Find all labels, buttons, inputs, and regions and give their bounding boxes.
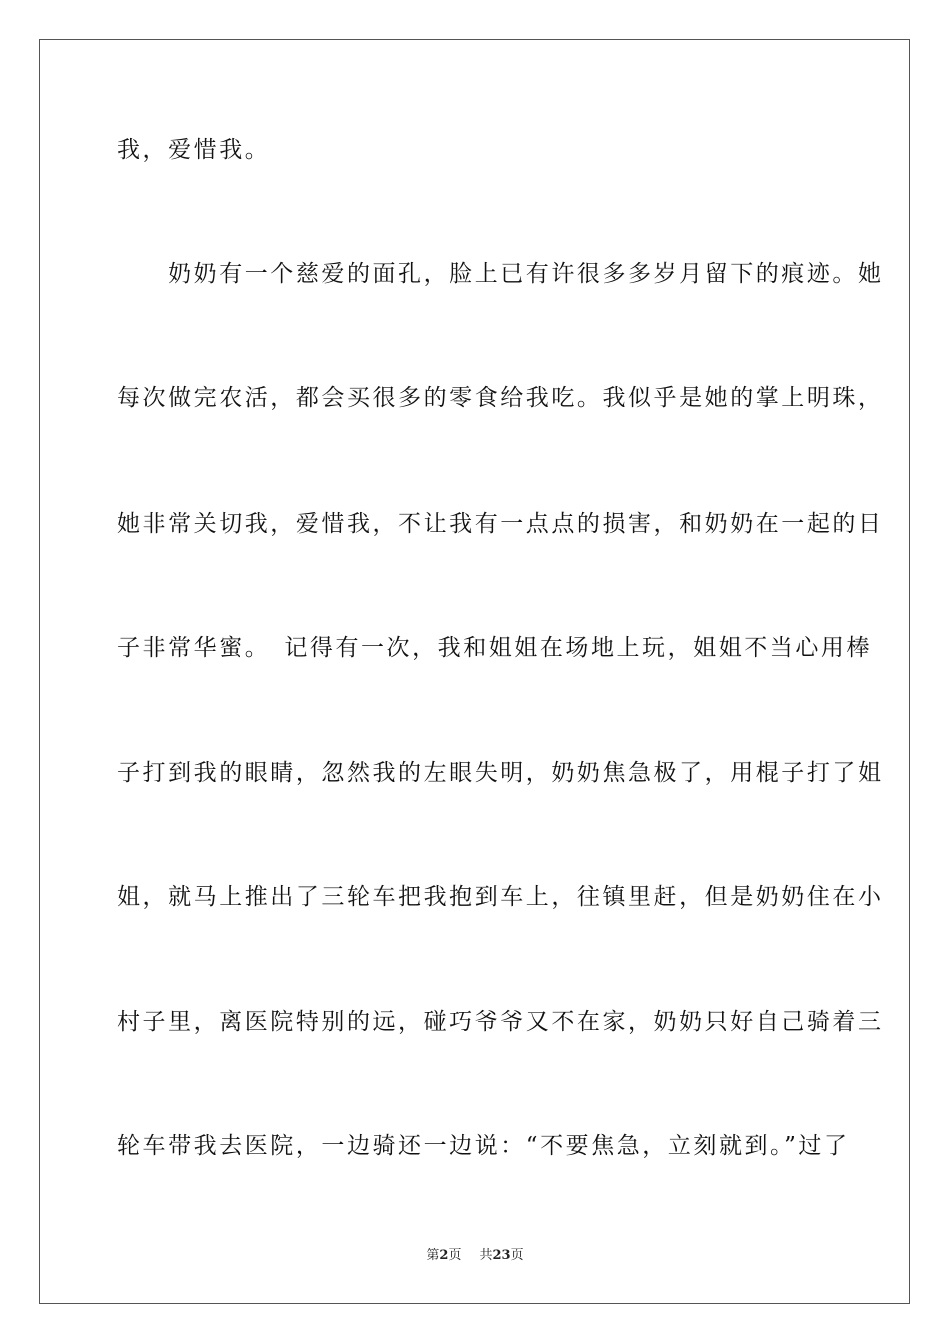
text-line: 子非常华蜜。 记得有一次，我和姐姐在场地上玩，姐姐不当心用棒 — [117, 635, 872, 661]
total-page-count: 23 — [492, 1248, 511, 1263]
text-line: 村子里，离医院特别的远，碰巧爷爷又不在家，奶奶只好自己骑着三 — [117, 1009, 884, 1035]
page-frame — [39, 39, 910, 1304]
page-prefix: 第 — [426, 1248, 440, 1263]
text-line: 每次做完农活，都会买很多的零食给我吃。我似乎是她的掌上明珠， — [117, 385, 884, 411]
total-prefix: 共 — [479, 1248, 493, 1263]
text-line: 子打到我的眼睛，忽然我的左眼失明，奶奶焦急极了，用棍子打了姐 — [117, 760, 884, 786]
text-line: 我，爱惜我。 — [117, 137, 271, 163]
text-line: 她非常关切我，爱惜我，不让我有一点点的损害，和奶奶在一起的日 — [117, 511, 884, 537]
page-suffix: 页 — [448, 1248, 462, 1263]
text-line: 姐，就马上推出了三轮车把我抱到车上，往镇里赶，但是奶奶住在小 — [117, 884, 884, 910]
text-line: 轮车带我去医院，一边骑还一边说：“不要焦急，立刻就到。”过了 — [117, 1133, 850, 1159]
text-line: 奶奶有一个慈爱的面孔，脸上已有许很多多岁月留下的痕迹。她 — [117, 261, 884, 287]
total-suffix: 页 — [510, 1248, 524, 1263]
current-page-number: 2 — [439, 1248, 449, 1263]
page-footer — [0, 1247, 950, 1265]
